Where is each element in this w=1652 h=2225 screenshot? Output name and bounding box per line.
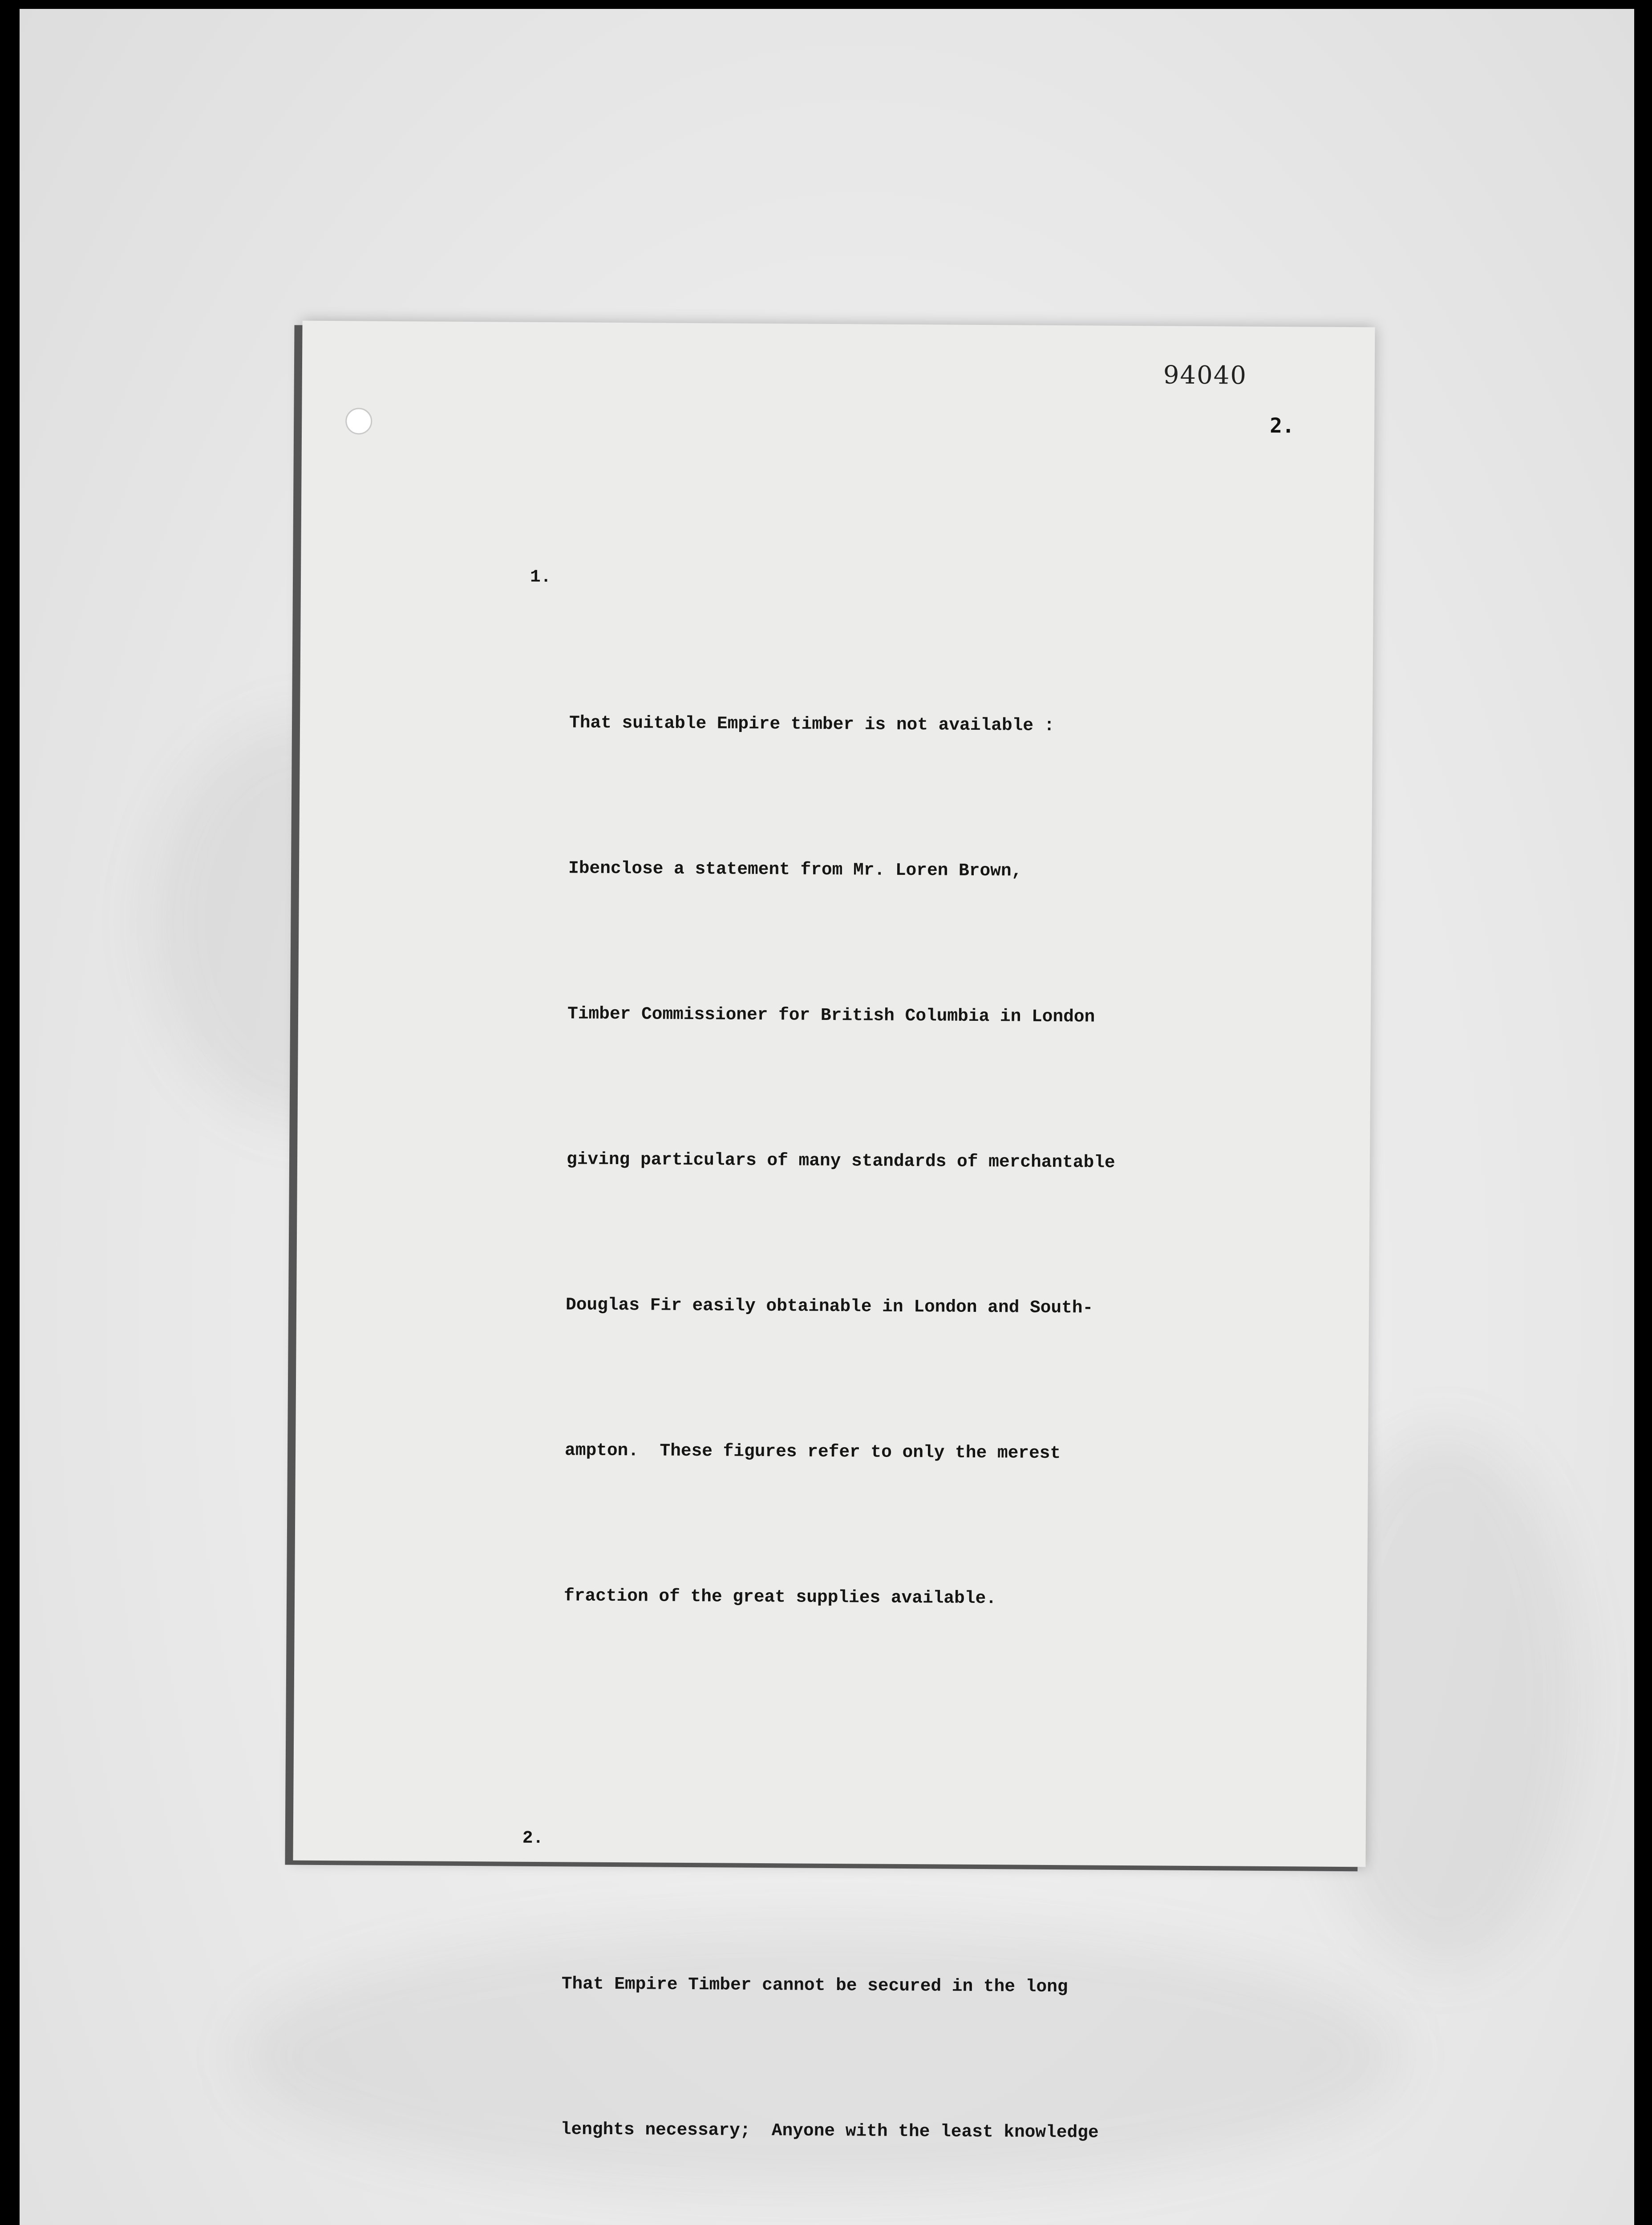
text-line: That suitable Empire timber is not available : (569, 712, 1055, 736)
typed-letter-page (293, 321, 1375, 2143)
item-number: 2. (522, 1828, 544, 1849)
text-line: Timber Commissioner for British Columbia in London (567, 1003, 1095, 1027)
text-line: Ibenclose a statement from Mr. Loren Brown, (568, 858, 1022, 881)
item-number: 1. (530, 566, 551, 587)
numbered-item (530, 553, 1344, 1722)
text-line: Douglas Fir easily obtainable in London and South- (565, 1295, 1093, 1318)
text-line: ampton. These figures refer to only the merest (564, 1440, 1061, 1464)
text-line: lenghts necessary; Anyone with the least knowledge (560, 2119, 1099, 2143)
text-line: giving particulars of many standards of merchantable (566, 1149, 1115, 1173)
page-number: 2. (1270, 413, 1295, 438)
text-line: fraction of the great supplies available. (563, 1586, 997, 1609)
punch-hole (345, 408, 372, 434)
text-line: That Empire Timber cannot be secured in the long (561, 1974, 1068, 1997)
document-number: 94040 (1163, 360, 1247, 390)
numbered-item (522, 1814, 1337, 2225)
letter-body (522, 456, 1345, 2225)
microfilm-frame (20, 9, 1634, 2225)
